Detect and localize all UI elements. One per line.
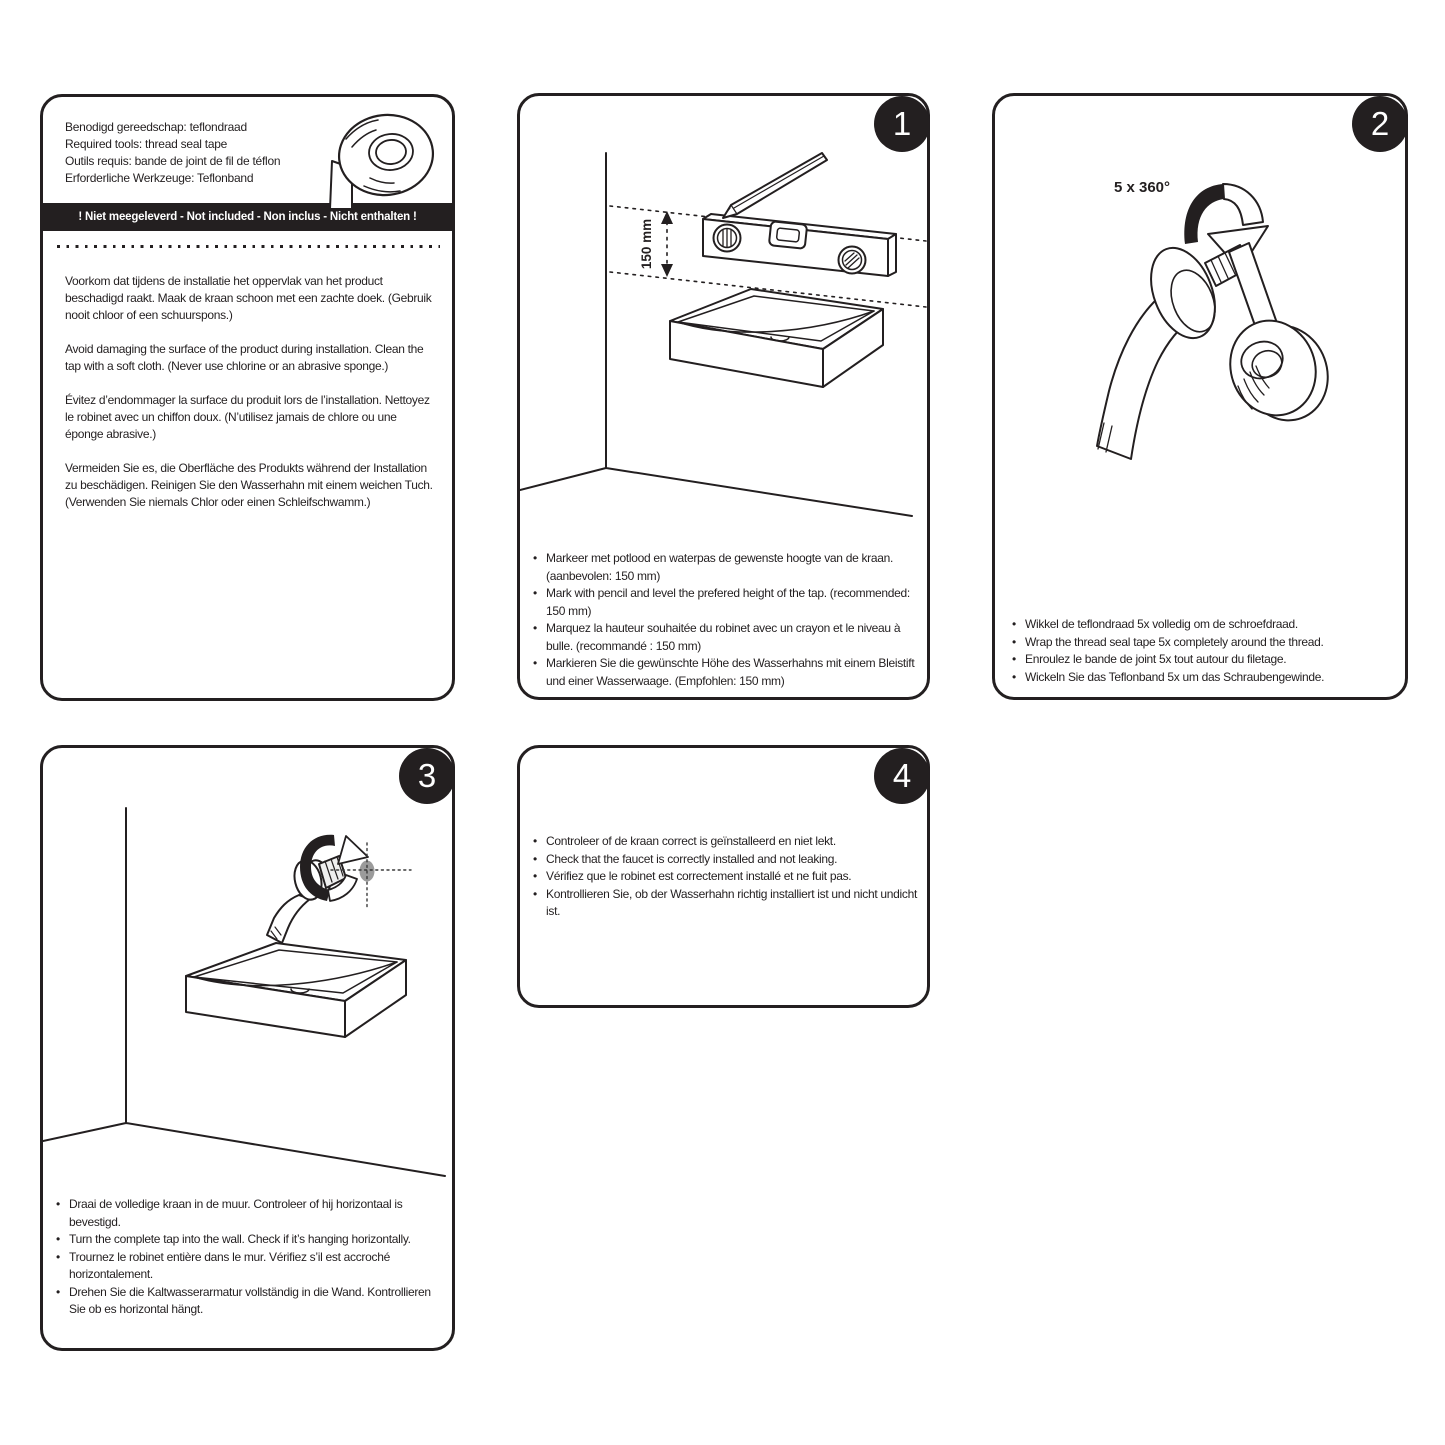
care-paragraph-nl: Voorkom dat tijdens de installatie het oppervlak van het product beschadigd raakt. Maak de kraan schoon met een zachte doek. (Gebruik nooit chloor of een schuurspons.)	[65, 274, 432, 322]
required-tools-line-fr: Outils requis: bande de joint de fil de téflon	[65, 154, 281, 168]
instruction-en: • Wrap the thread seal tape 5x completely around the thread.	[1011, 634, 1395, 652]
instruction-nl: • Wikkel de teflondraad 5x volledig om de schroefdraad.	[1011, 616, 1395, 634]
spirit-level-drawing	[703, 214, 896, 276]
tape-roll-on-thread	[1217, 243, 1341, 432]
instruction-en: • Turn the complete tap into the wall. Check if it’s hanging horizontally.	[55, 1231, 443, 1249]
care-paragraph-fr: Évitez d’endommager la surface du produit lors de l’installation. Nettoyez le robinet avec un chiffon doux. (N’utilisez jamais de chlore ou une éponge abrasive.)	[65, 393, 430, 441]
step-number: 1	[892, 105, 912, 142]
step-4-instructions	[532, 833, 920, 921]
instruction-nl: • Markeer met potlood en waterpas de gewenste hoogte van de kraan. (aanbevolen: 150 mm)	[532, 550, 920, 585]
instruction-fr: • Enroulez le bande de joint 5x tout autour du filetage.	[1011, 651, 1395, 669]
not-included-banner: ! Niet meegeleverd - Not included - Non inclus - Nicht enthalten !	[40, 203, 455, 231]
instruction-fr: • Vérifiez que le robinet est correctement installé et ne fuit pas.	[532, 868, 920, 886]
level-bubble-window	[769, 221, 807, 249]
step-2-number-badge	[1352, 96, 1408, 152]
step-number: 4	[892, 757, 912, 794]
step-3-number-badge	[399, 748, 455, 804]
step-number: 3	[417, 757, 437, 794]
step-1-instructions	[532, 550, 920, 690]
rotation-count-label: 5 x 360°	[1113, 179, 1170, 196]
height-arrow-heads	[661, 211, 673, 277]
instruction-de: • Markieren Sie die gewünschte Höhe des Wasserhahns mit einem Bleistift und einer Wasserwaage. (Empfohlen: 150 mm)	[532, 655, 920, 690]
care-instructions	[65, 273, 433, 528]
instruction-en: • Check that the faucet is correctly installed and not leaking.	[532, 851, 920, 869]
step-3-instructions	[55, 1196, 443, 1319]
step-4-number-badge	[874, 748, 930, 804]
step-number: 2	[1370, 105, 1390, 142]
sink-drawing	[670, 289, 883, 387]
instruction-de: • Drehen Sie die Kaltwasserarmatur vollständig in die Wand. Kontrollieren Sie ob es horizontal hängt.	[55, 1284, 443, 1319]
height-dimension-label: 150 mm	[639, 218, 654, 270]
instruction-en: • Mark with pencil and level the prefered height of the tap. (recommended: 150 mm)	[532, 585, 920, 620]
instruction-de: • Kontrollieren Sie, ob der Wasserhahn richtig installiert ist und nicht undicht ist.	[532, 886, 920, 921]
tools-panel	[40, 94, 455, 701]
step-1-panel	[517, 93, 930, 700]
instruction-nl: • Draai de volledige kraan in de muur. Controleer of hij horizontaal is bevestigd.	[55, 1196, 443, 1231]
instruction-nl: • Controleer of de kraan correct is geïnstalleerd en niet lekt.	[532, 833, 920, 851]
required-tools-lines	[65, 119, 323, 187]
instruction-de: • Wickeln Sie das Teflonband 5x um das Schraubengewinde.	[1011, 669, 1395, 687]
step-2-panel	[992, 93, 1408, 700]
teflon-tape-roll-icon	[324, 106, 456, 220]
faucet-spout	[267, 895, 310, 943]
dotted-separator	[57, 245, 440, 248]
required-tools-line-de: Erforderliche Werkzeuge: Teflonband	[65, 171, 254, 185]
care-paragraph-en: Avoid damaging the surface of the product during installation. Clean the tap with a soft cloth. (Never use chlorine or an abrasive sponge.)	[65, 342, 424, 373]
pencil-drawing	[723, 153, 827, 218]
faucet-drawing	[1097, 239, 1251, 459]
step-1-number-badge	[874, 96, 930, 152]
step-4-panel	[517, 745, 930, 1008]
care-paragraph-de: Vermeiden Sie es, die Oberfläche des Produkts während der Installation zu beschädigen. Reinigen Sie den Wasserhahn mit einem weichen Tuch. (Verwenden Sie niemals Chlor oder einen Schleifschwamm.)	[65, 461, 433, 509]
step-2-illustration	[995, 96, 1405, 697]
instruction-fr: • Trournez le robinet entière dans le mur. Vérifiez s’il est accroché horizontalement.	[55, 1249, 443, 1284]
required-tools-line-en: Required tools: thread seal tape	[65, 137, 228, 151]
sink-drawing	[186, 943, 406, 1037]
step-3-panel	[40, 745, 455, 1351]
instruction-fr: • Marquez la hauteur souhaitée du robinet avec un crayon et le niveau à bulle. (recommandé : 150 mm)	[532, 620, 920, 655]
required-tools-line-nl: Benodigd gereedschap: teflondraad	[65, 120, 247, 134]
step-2-instructions	[1011, 616, 1395, 686]
